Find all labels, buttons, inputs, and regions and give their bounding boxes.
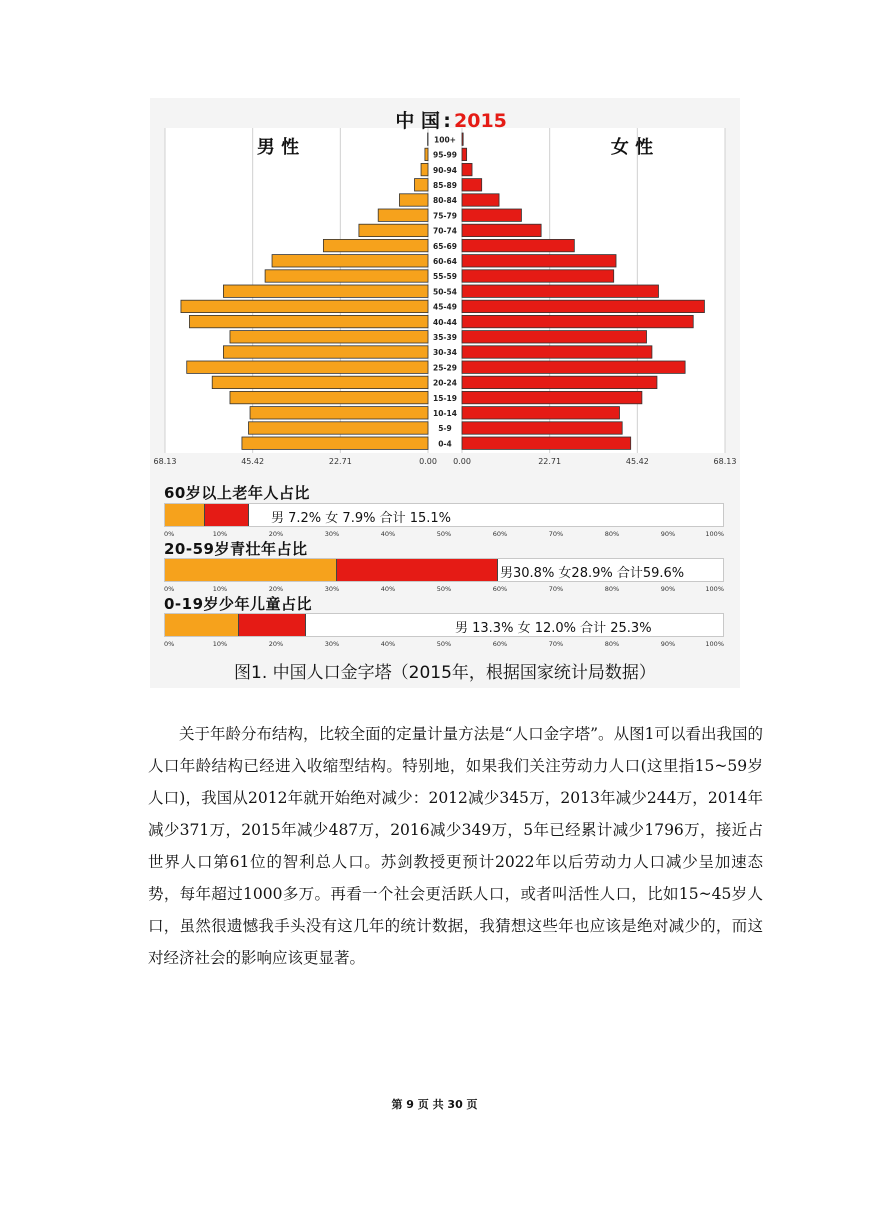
ratio-tick-label: 80% xyxy=(604,530,620,538)
ratio-female-segment xyxy=(337,559,498,581)
ratio-tick-label: 10% xyxy=(212,585,228,593)
ratio-tick-label: 40% xyxy=(380,585,396,593)
ratio-tick-label: 50% xyxy=(436,640,452,648)
pyramid-bar-male xyxy=(223,285,428,297)
pyramid-bar-female xyxy=(462,239,574,251)
pyramid-title-country: 中 国 xyxy=(395,110,440,132)
ratio-tick-label: 20% xyxy=(268,640,284,648)
ratio-tick-label: 90% xyxy=(660,585,676,593)
pyramid-age-label: 55-59 xyxy=(433,272,457,282)
pyramid-bar-male xyxy=(230,391,428,403)
pyramid-bar-female xyxy=(462,224,541,236)
pyramid-age-label: 85-89 xyxy=(433,181,457,190)
ratio-tick-label: 30% xyxy=(324,585,340,593)
pyramid-bar-female xyxy=(462,407,619,419)
ratio-tick-label: 20% xyxy=(268,530,284,538)
ratio-tick-label: 70% xyxy=(548,530,564,538)
pyramid-bar-male xyxy=(181,300,428,312)
ratio-label-elderly: 男 7.2% 女 7.9% 合计 15.1% xyxy=(271,511,452,526)
pyramid-age-label: 90-94 xyxy=(433,165,457,175)
pyramid-bar-female xyxy=(462,133,463,145)
ratio-tick-label: 20% xyxy=(268,585,284,593)
pyramid-bar-male xyxy=(250,407,428,419)
ratio-title-youth: 0-19岁少年儿童占比 xyxy=(164,595,313,613)
pyramid-age-label: 40-44 xyxy=(433,317,457,327)
pyramid-bar-female xyxy=(462,300,704,312)
pyramid-x-tick: 68.13 xyxy=(153,457,177,466)
pyramid-bar-male xyxy=(212,376,428,388)
pyramid-x-tick: 45.42 xyxy=(241,457,265,466)
ratio-tick-label: 90% xyxy=(660,530,676,538)
pyramid-bar-male xyxy=(223,346,428,358)
pyramid-bar-male xyxy=(265,270,428,282)
pyramid-age-label: 30-34 xyxy=(433,348,457,358)
pyramid-bar-male xyxy=(425,148,428,160)
pyramid-age-label: 45-49 xyxy=(433,302,457,312)
ratio-tick-label: 90% xyxy=(660,640,676,648)
pyramid-age-label: 65-69 xyxy=(433,241,457,251)
pyramid-bar-female xyxy=(462,315,693,327)
pyramid-title-year: 2015 xyxy=(454,110,507,132)
pyramid-bar-female xyxy=(462,285,658,297)
pyramid-bar-male xyxy=(248,422,428,434)
ratio-tick-label: 60% xyxy=(492,640,508,648)
pyramid-bar-female xyxy=(462,163,472,175)
ratio-tick-label: 70% xyxy=(548,585,564,593)
ratio-tick-label: 50% xyxy=(436,585,452,593)
pyramid-age-label: 35-39 xyxy=(433,333,457,342)
ratio-male-segment xyxy=(165,559,337,581)
pyramid-bar-male xyxy=(378,209,428,221)
pyramid-bar-male xyxy=(242,437,428,449)
pyramid-age-label: 75-79 xyxy=(433,211,457,221)
pyramid-age-label: 95-99 xyxy=(433,150,457,160)
ratio-tick-label: 80% xyxy=(604,585,620,593)
ratio-bar-youth xyxy=(164,613,724,637)
pyramid-x-tick: 68.13 xyxy=(713,457,737,466)
body-paragraph: 关于年龄分布结构，比较全面的定量计量方法是“人口金字塔”。从图1可以看出我国的人口年龄结构已经进入收缩型结构。特别地，如果我们关注劳动力人口(这里指15~59岁人口)，我国从2012年就开始绝对减少：2012减少345万，2013年减少244万，2014年减少371万，2015年减少487万，2016减少349万，5年已经累计减少1796万，接近占世界人口第61位的智利总人口。苏剑教授更预计2022年以后劳动力人口减少呈加速态势，每年超过1000多万。再看一个社会更活跃人口，或者叫活性人口，比如15~45岁人口，虽然很遗憾我手头没有这几年的统计数据，我猜想这些年也应该是绝对减少的，而这对经济社会的影响应该更显著。 xyxy=(148,725,763,967)
ratio-tick-label: 10% xyxy=(212,530,228,538)
pyramid-bar-male xyxy=(323,239,428,251)
pyramid-bar-female xyxy=(462,270,614,282)
pyramid-x-tick: 0.00 xyxy=(453,457,471,466)
pyramid-bar-male xyxy=(189,315,428,327)
ratio-tick-label: 60% xyxy=(492,585,508,593)
pyramid-bar-male xyxy=(272,255,428,267)
pyramid-bar-female xyxy=(462,376,657,388)
ratio-label-adult: 男30.8% 女28.9% 合计59.6% xyxy=(500,566,685,581)
pyramid-age-label: 60-64 xyxy=(433,257,457,266)
pyramid-age-label: 25-29 xyxy=(433,363,457,373)
pyramid-bar-female xyxy=(462,255,616,267)
pyramid-title-separator: : xyxy=(443,110,451,132)
pyramid-age-label: 20-24 xyxy=(433,378,457,388)
pyramid-male-label: 男 性 xyxy=(256,137,300,158)
ratio-tick-label: 30% xyxy=(324,640,340,648)
pyramid-female-label: 女 性 xyxy=(610,137,654,158)
pyramid-age-label: 80-84 xyxy=(433,196,457,206)
pyramid-age-label: 0-4 xyxy=(438,439,452,449)
pyramid-age-label: 50-54 xyxy=(433,287,457,297)
ratio-tick-label: 30% xyxy=(324,530,340,538)
pyramid-bar-female xyxy=(462,209,521,221)
pyramid-bar-male xyxy=(359,224,428,236)
pyramid-age-label: 70-74 xyxy=(433,226,457,236)
pyramid-bar-male xyxy=(230,331,428,343)
pyramid-x-tick: 45.42 xyxy=(625,457,649,466)
pyramid-bar-female xyxy=(462,148,467,160)
ratio-tick-label: 10% xyxy=(212,640,228,648)
pyramid-age-label: 15-19 xyxy=(433,393,457,403)
population-figure xyxy=(150,98,740,688)
pyramid-bar-female xyxy=(462,346,652,358)
ratio-bar-adult xyxy=(164,558,724,582)
pyramid-bar-male xyxy=(421,163,428,175)
pyramid-bar-male xyxy=(414,179,428,191)
ratio-label-youth: 男 13.3% 女 12.0% 合计 25.3% xyxy=(455,621,652,636)
ratio-male-segment xyxy=(165,614,239,636)
pyramid-bar-female xyxy=(462,361,685,373)
pyramid-bar-male xyxy=(399,194,428,206)
ratio-tick-label: 60% xyxy=(492,530,508,538)
ratio-tick-label: 40% xyxy=(380,640,396,648)
pyramid-bar-female xyxy=(462,194,499,206)
population-pyramid-chart xyxy=(150,98,740,478)
pyramid-x-tick: 0.00 xyxy=(419,457,437,466)
ratio-female-segment xyxy=(239,614,306,636)
ratio-title-adult: 20-59岁青壮年占比 xyxy=(164,540,308,558)
ratio-female-segment xyxy=(205,504,249,526)
ratio-tick-label: 0% xyxy=(164,530,175,538)
pyramid-x-tick: 22.71 xyxy=(538,457,562,466)
ratio-tick-label: 70% xyxy=(548,640,564,648)
figure-caption: 图1. 中国人口金字塔（2015年，根据国家统计局数据） xyxy=(234,663,656,683)
ratio-title-elderly: 60岁以上老年人占比 xyxy=(164,484,310,502)
ratio-tick-label: 100% xyxy=(705,530,724,538)
ratio-tick-label: 0% xyxy=(164,640,175,648)
ratio-tick-label: 80% xyxy=(604,640,620,648)
pyramid-age-label: 100+ xyxy=(434,135,456,145)
pyramid-age-label: 10-14 xyxy=(433,409,457,418)
ratio-bar-elderly xyxy=(164,503,724,527)
body-text xyxy=(148,718,763,974)
pyramid-x-tick: 22.71 xyxy=(328,457,352,466)
pyramid-bar-male xyxy=(187,361,428,373)
pyramid-bar-female xyxy=(462,179,482,191)
pyramid-bar-female xyxy=(462,422,622,434)
ratio-tick-label: 100% xyxy=(705,640,724,648)
pyramid-bar-female xyxy=(462,331,647,343)
ratio-tick-label: 0% xyxy=(164,585,175,593)
ratio-tick-label: 100% xyxy=(705,585,724,593)
ratio-male-segment xyxy=(165,504,205,526)
ratio-tick-label: 40% xyxy=(380,530,396,538)
ratio-ticks-youth xyxy=(164,640,724,650)
page-footer: 第 9 页 共 30 页 xyxy=(391,1098,478,1111)
ratio-tick-label: 50% xyxy=(436,530,452,538)
pyramid-age-label: 5-9 xyxy=(438,424,452,434)
pyramid-bar-female xyxy=(462,437,631,449)
pyramid-bar-female xyxy=(462,391,642,403)
